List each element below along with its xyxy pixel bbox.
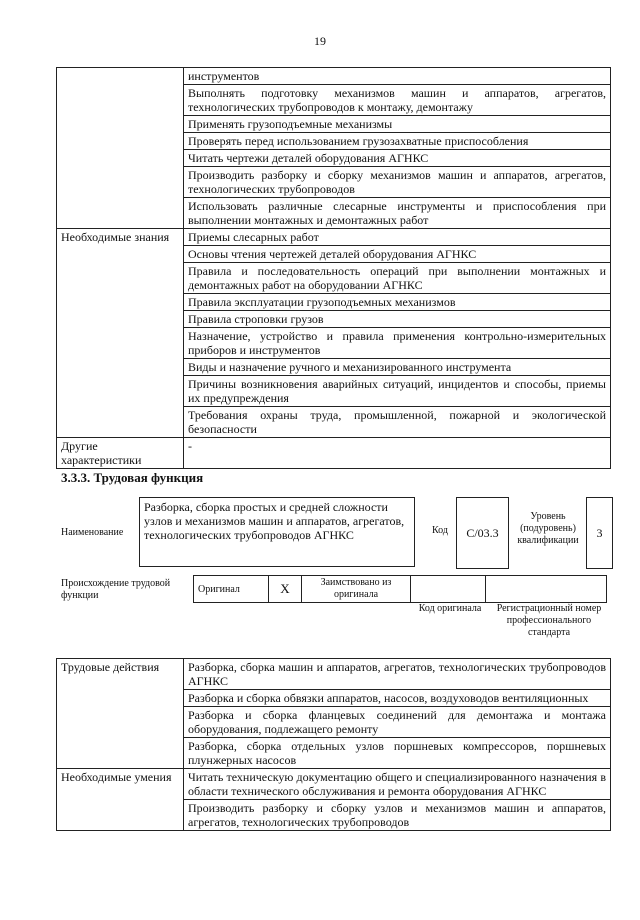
code-caption: Код оригинала <box>418 603 482 614</box>
row-item: Применять грузоподъемные механизмы <box>184 116 611 133</box>
row-item: Производить разборку и сборку механизмов машин и аппаратов, агрегатов, технологических трубопроводов <box>184 167 611 198</box>
row-item: Правила эксплуатации грузоподъемных механизмов <box>184 294 611 311</box>
row-item: Использовать различные слесарные инструменты и приспособления при выполнении монтажных и демонтажных работ <box>184 198 611 229</box>
table-row <box>57 438 611 469</box>
row-label: Трудовые действия <box>57 659 184 769</box>
row-item: Основы чтения чертежей деталей оборудования АГНКС <box>184 246 611 263</box>
code-value: C/03.3 <box>456 497 509 569</box>
reg-caption: Регистрационный номер профессионального стандарта <box>496 603 602 638</box>
row-item: Проверять перед использованием грузозахватные приспособления <box>184 133 611 150</box>
row-label: Необходимые умения <box>57 769 184 831</box>
level-value: 3 <box>586 497 613 569</box>
table-row <box>57 769 611 800</box>
row-item: - <box>184 438 611 469</box>
original-mark: X <box>269 576 302 603</box>
row-item: Разборка, сборка машин и аппаратов, агрегатов, технологических трубопроводов АГНКС <box>184 659 611 690</box>
section-title: 3.3.3. Трудовая функция <box>61 470 204 485</box>
row-item: Требования охраны труда, промышленной, пожарной и экологической безопасности <box>184 407 611 438</box>
borrowed-label: Заимствовано из оригинала <box>302 576 411 603</box>
table-row <box>57 229 611 246</box>
original-code-cell <box>411 576 486 603</box>
row-label <box>57 68 184 229</box>
row-item: Приемы слесарных работ <box>184 229 611 246</box>
row-item: инструментов <box>184 68 611 85</box>
table-row <box>57 659 611 690</box>
row-item: Выполнять подготовку механизмов машин и аппаратов, агрегатов, технологических трубопроводов к монтажу, демонтажу <box>184 85 611 116</box>
row-label: Необходимые знания <box>57 229 184 438</box>
row-item: Назначение, устройство и правила применения контрольно-измерительных приборов и инструментов <box>184 328 611 359</box>
row-item: Разборка и сборка обвязки аппаратов, насосов, воздуховодов вентиляционных <box>184 690 611 707</box>
row-item: Производить разборку и сборку узлов и механизмов машин и аппаратов, агрегатов, технологических трубопроводов <box>184 800 611 831</box>
row-item: Разборка и сборка фланцевых соединений для демонтажа и монтажа оборудования, подлежащего ремонту <box>184 707 611 738</box>
row-item: Разборка, сборка отдельных узлов поршневых компрессоров, поршневых плунжерных насосов <box>184 738 611 769</box>
row-item: Читать чертежи деталей оборудования АГНКС <box>184 150 611 167</box>
origin-table <box>193 575 607 603</box>
code-label: Код <box>432 525 448 536</box>
page-number: 19 <box>314 34 326 48</box>
row-item: Правила и последовательность операций при выполнении монтажных и демонтажных работ на оборудовании АГНКС <box>184 263 611 294</box>
level-label: Уровень (подуровень) квалификации <box>517 511 579 546</box>
row-item: Виды и назначение ручного и механизированного инструмента <box>184 359 611 376</box>
row-label: Другие характеристики <box>57 438 184 469</box>
row-item: Правила строповки грузов <box>184 311 611 328</box>
row-item: Читать техническую документацию общего и специализированного назначения в области технического обслуживания и ремонта оборудования АГНКС <box>184 769 611 800</box>
function-name-value: Разборка, сборка простых и средней сложности узлов и механизмов машин и аппаратов, агрегатов, технологических трубопроводов АГНКС <box>139 497 415 567</box>
skills-knowledge-table <box>56 67 611 469</box>
table-row <box>57 68 611 85</box>
reg-number-cell <box>486 576 607 603</box>
row-item: Причины возникновения аварийных ситуаций, инцидентов и способы, приемы их предупреждения <box>184 376 611 407</box>
original-label: Оригинал <box>194 576 269 603</box>
origin-label: Происхождение трудовой функции <box>61 578 171 601</box>
name-label: Наименование <box>61 527 124 538</box>
actions-skills-table <box>56 658 611 831</box>
